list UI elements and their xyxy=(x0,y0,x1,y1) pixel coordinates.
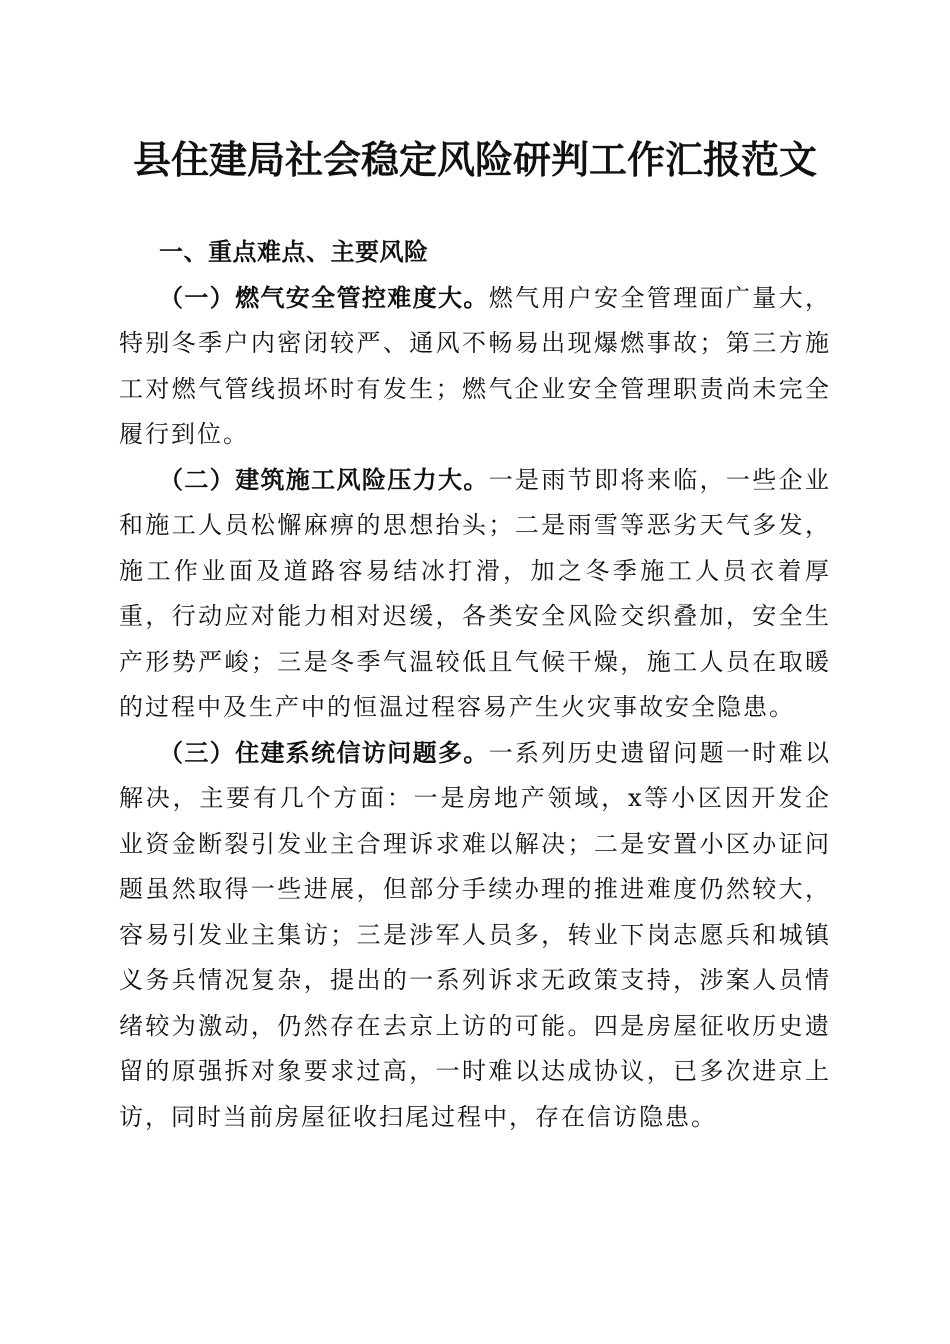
paragraph-petition-issues xyxy=(119,731,831,1141)
paragraph-text: 燃气用户安全管理面广量大，特别冬季户内密闭较严、通风不畅易出现爆燃事故；第三方施工对燃气管线损坏时有发生；燃气企业安全管理职责尚未完全履行到位。 xyxy=(119,283,832,448)
paragraph-lead: （一）燃气安全管控难度大。 xyxy=(159,283,489,312)
paragraph-lead: （二）建筑施工风险压力大。 xyxy=(159,465,489,494)
document-title: 县住建局社会稳定风险研判工作汇报范文 xyxy=(132,138,817,182)
paragraph-construction-risk xyxy=(119,458,831,731)
paragraph-lead: （三）住建系统信访问题多。 xyxy=(159,738,489,767)
document-body xyxy=(119,230,831,1140)
paragraph-text: 一系列历史遗留问题一时难以解决，主要有几个方面：一是房地产领域，x等小区因开发企业资金断裂引发业主合理诉求难以解决；二是安置小区办证问题虽然取得一些进展，但部分手续办理的推进难度仍然较大，容易引发业主集访；三是涉军人员多，转业下岗志愿兵和城镇义务兵情况复杂，提出的一系列诉求无政策支持，涉案人员情绪较为激动，仍然存在去京上访的可能。四是房屋征收历史遗留的原强拆对象要求过高，一时难以达成协议，已多次进京上访，同时当前房屋征收扫尾过程中，存在信访隐患。 xyxy=(119,738,832,1131)
paragraph-gas-safety xyxy=(119,276,831,458)
paragraph-text: 一是雨节即将来临，一些企业和施工人员松懈麻痹的思想抬头；二是雨雪等恶劣天气多发，施工作业面及道路容易结冰打滑，加之冬季施工人员衣着厚重，行动应对能力相对迟缓，各类安全风险交织叠加，安全生产形势严峻；三是冬季气温较低且气候干燥，施工人员在取暖的过程中及生产中的恒温过程容易产生火灾事故安全隐患。 xyxy=(119,465,832,721)
section-heading: 一、重点难点、主要风险 xyxy=(159,238,429,266)
